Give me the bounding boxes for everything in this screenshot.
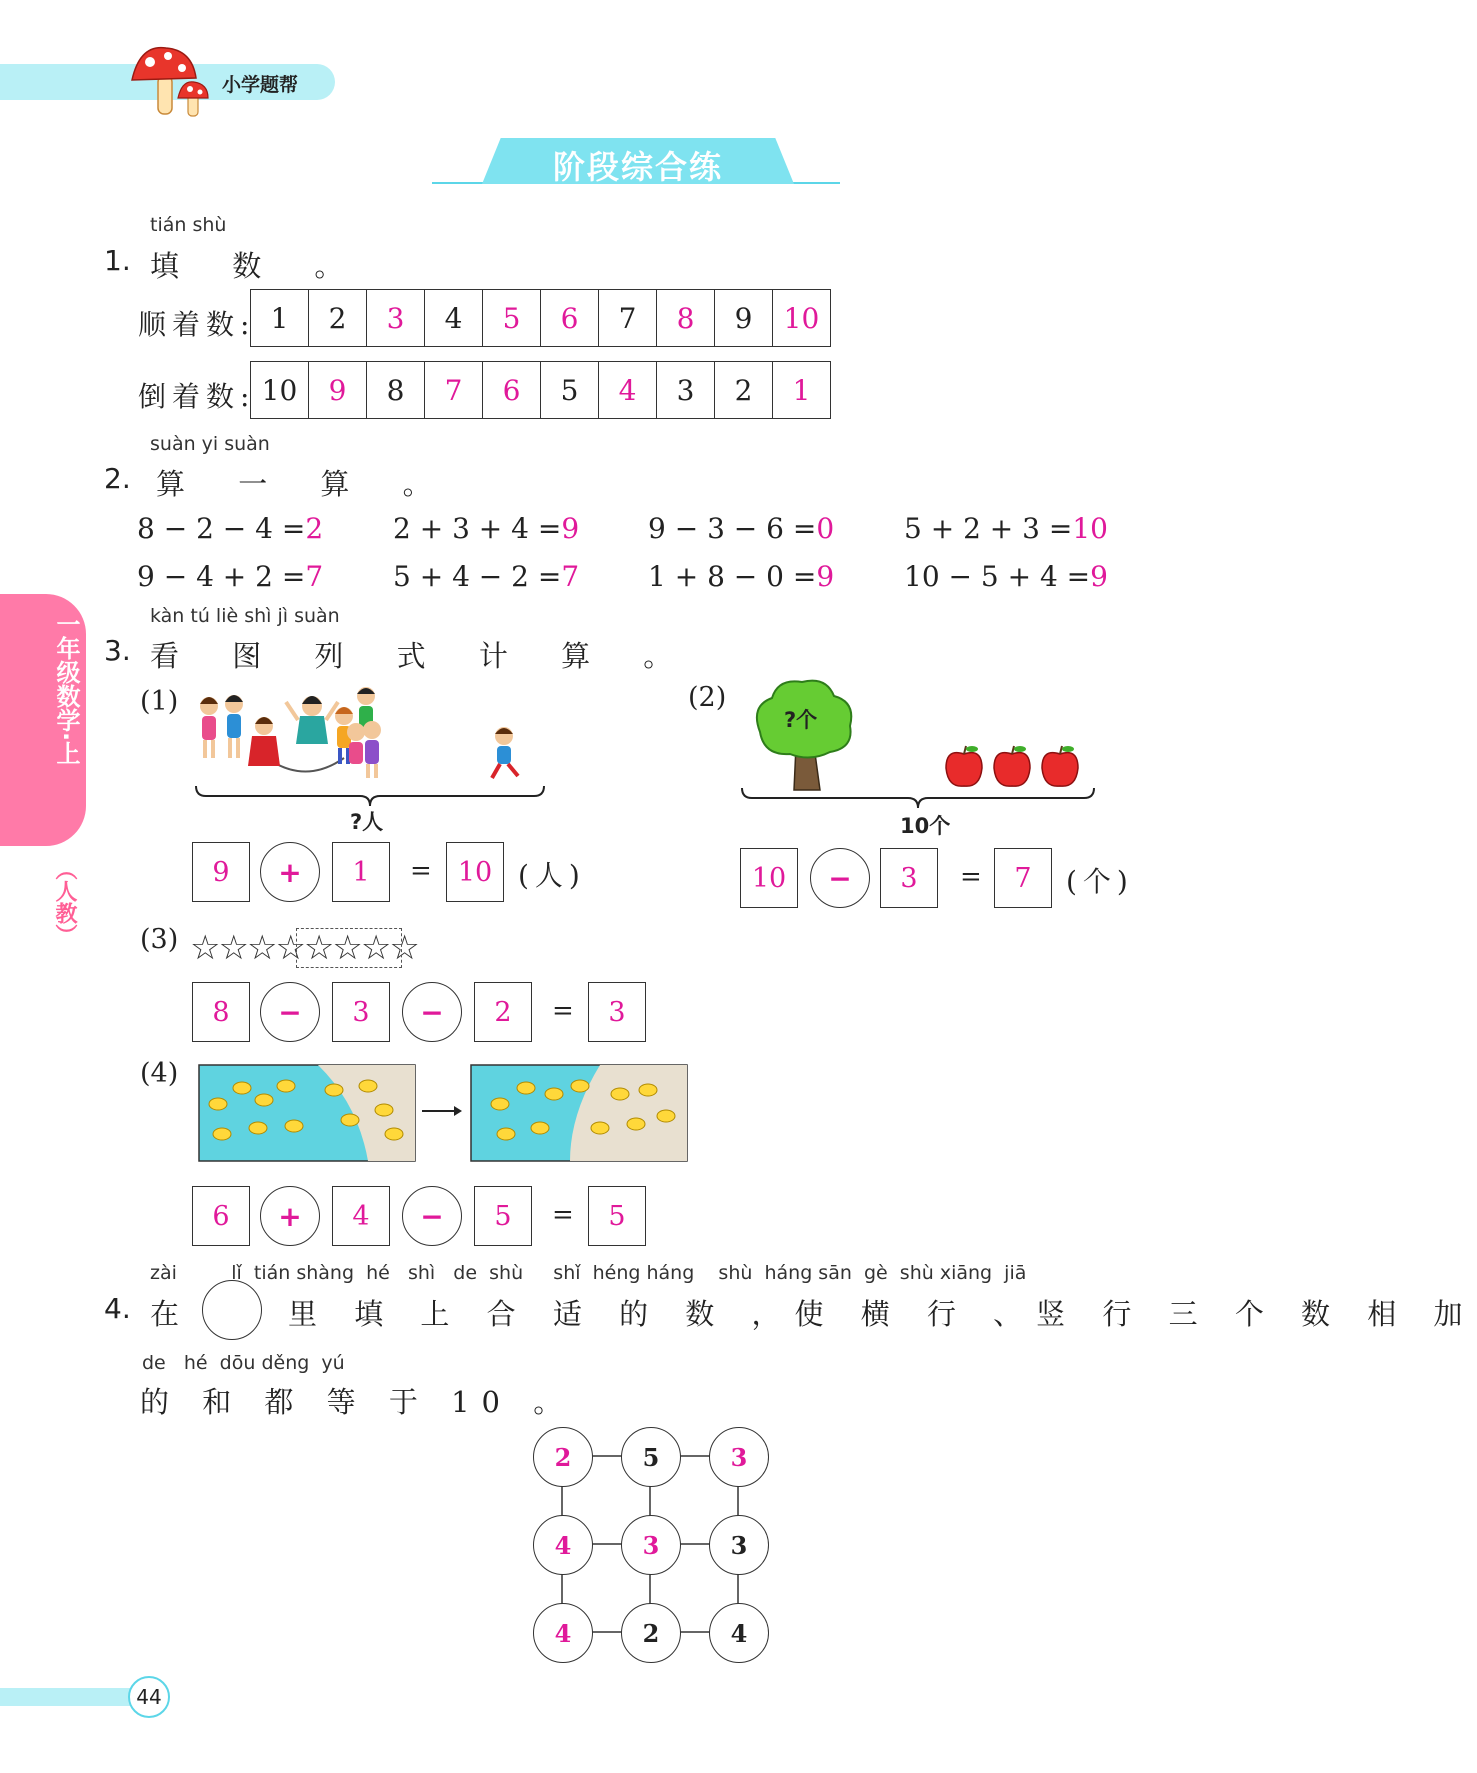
forward-cell: 3 (367, 290, 425, 347)
equation: 5 + 2 + 3 =10 (904, 512, 1108, 545)
q3-p1-label: (1) (140, 686, 179, 717)
section-title: 阶段综合练 (552, 148, 723, 186)
children-illustration (194, 686, 534, 786)
answer-box: 7 (994, 848, 1052, 908)
answer-box: 2 (474, 982, 532, 1042)
forward-sequence (250, 289, 831, 347)
apple-icon (946, 746, 982, 786)
forward-cell: 9 (715, 290, 773, 347)
grid-node: 4 (709, 1603, 769, 1663)
answer-box: 5 (474, 1186, 532, 1246)
grid-node: 3 (709, 1515, 769, 1575)
q3-pinyin: kàn tú liè shì jì suàn (150, 605, 340, 627)
backward-cell: 1 (773, 362, 831, 419)
equation: 9 − 3 − 6 =0 (648, 512, 835, 545)
answer-box: 3 (880, 848, 938, 908)
equation: 5 + 4 − 2 =7 (393, 560, 580, 593)
equals-sign: = (410, 856, 432, 886)
answer-box: 6 (192, 1186, 250, 1246)
side-tab-grade: 一年级数学·上 (52, 612, 80, 766)
backward-cell: 2 (715, 362, 773, 419)
answer-box: 1 (332, 842, 390, 902)
equation: 2 + 3 + 4 =9 (393, 512, 580, 545)
brace-icon (194, 784, 546, 808)
answer-box: 8 (192, 982, 250, 1042)
grid-node: 5 (621, 1427, 681, 1487)
equals-sign: = (960, 862, 982, 892)
backward-cell: 5 (541, 362, 599, 419)
q4-blank-circle (202, 1280, 262, 1340)
answer-box: 5 (588, 1186, 646, 1246)
q3-number: 3. (104, 634, 131, 667)
operator-circle: + (260, 842, 320, 902)
child-icon (200, 697, 218, 758)
answer-box: 4 (332, 1186, 390, 1246)
apples-icon (944, 744, 1084, 790)
page-number: 44 (128, 1676, 170, 1718)
backward-cell: 7 (425, 362, 483, 419)
q3-p3-label: (3) (140, 924, 179, 955)
grid-node: 2 (621, 1603, 681, 1663)
q3-p2-brace-label: 10个 (900, 814, 951, 838)
answer-box: 10 (446, 842, 504, 902)
stars-row: ☆☆☆☆☆☆☆☆ (190, 928, 418, 968)
forward-cell: 7 (599, 290, 657, 347)
operator-circle: − (402, 982, 462, 1042)
q3-p4-label: (4) (140, 1058, 179, 1089)
q2-number: 2. (104, 462, 131, 495)
stars-dashed-group (296, 928, 402, 968)
forward-cell: 5 (483, 290, 541, 347)
q3-p2-label: (2) (688, 682, 727, 713)
child-icon (248, 717, 280, 766)
backward-label: 倒着数: (138, 380, 256, 413)
equation: 8 − 2 − 4 =2 (137, 512, 324, 545)
ducks-before-illustration (198, 1064, 416, 1162)
equals-sign: = (552, 996, 574, 1026)
q3-p1-brace-label: ?人 (350, 810, 384, 834)
backward-sequence (250, 361, 831, 419)
side-tab-edition: （人教） (52, 858, 77, 946)
equation: 10 − 5 + 4 =9 (904, 560, 1108, 593)
backward-cell: 8 (367, 362, 425, 419)
arrow-right-icon (422, 1104, 464, 1118)
q4-pinyin-line2: de hé dōu děng yú (142, 1352, 345, 1374)
forward-cell: 2 (309, 290, 367, 347)
q4-number: 4. (104, 1292, 131, 1325)
forward-cell: 8 (657, 290, 715, 347)
forward-cell: 1 (251, 290, 309, 347)
apple-icon (1042, 746, 1078, 786)
child-icon (225, 695, 243, 758)
unit-label: (人) (518, 859, 586, 892)
q2-title: 算 一 算 。 (156, 467, 454, 501)
child-icon (363, 721, 381, 778)
q1-number: 1. (104, 244, 131, 277)
q4-text-b: 里 填 上 合 适 的 数 ，使 横 行 、竖 行 三 个 数 相 加 (288, 1297, 1477, 1331)
backward-cell: 3 (657, 362, 715, 419)
answer-box: 3 (588, 982, 646, 1042)
tree-label: ?个 (784, 708, 818, 732)
operator-circle: − (402, 1186, 462, 1246)
q2-pinyin: suàn yi suàn (150, 433, 270, 455)
q3-title: 看 图 列 式 计 算 。 (150, 639, 695, 673)
grid-node: 3 (709, 1427, 769, 1487)
brace-icon (740, 786, 1096, 810)
brand-name: 小学题帮 (222, 74, 299, 96)
backward-cell: 6 (483, 362, 541, 419)
q4-text-a: 在 (150, 1297, 180, 1331)
forward-cell: 6 (541, 290, 599, 347)
grid-node: 3 (621, 1515, 681, 1575)
mushroom-logo-icon (130, 44, 210, 118)
tree-icon (750, 676, 860, 792)
forward-cell: 4 (425, 290, 483, 347)
backward-cell: 9 (309, 362, 367, 419)
child-icon (492, 727, 518, 778)
answer-box: 3 (332, 982, 390, 1042)
backward-cell: 4 (599, 362, 657, 419)
child-icon (286, 696, 338, 744)
equation: 1 + 8 − 0 =9 (648, 560, 835, 593)
q1-title: 填 数 。 (150, 249, 366, 283)
unit-label: (个) (1066, 865, 1134, 898)
forward-label: 顺着数: (138, 308, 256, 341)
answer-box: 10 (740, 848, 798, 908)
q4-pinyin-line1: zài lǐ tián shàng hé shì de shù shǐ héng háng shù háng sān gè shù xiāng jiā (150, 1262, 1027, 1284)
q1-pinyin: tián shù (150, 214, 227, 236)
forward-cell: 10 (773, 290, 831, 347)
apple-icon (994, 746, 1030, 786)
answer-box: 9 (192, 842, 250, 902)
equals-sign: = (552, 1200, 574, 1230)
grid-node: 2 (533, 1427, 593, 1487)
equation: 9 − 4 + 2 =7 (137, 560, 324, 593)
operator-circle: − (260, 982, 320, 1042)
q4-text-line2: 的 和 都 等 于 10 。 (140, 1385, 575, 1419)
operator-circle: − (810, 848, 870, 908)
backward-cell: 10 (251, 362, 309, 419)
grid-node: 4 (533, 1603, 593, 1663)
ducks-after-illustration (470, 1064, 688, 1162)
grid-node: 4 (533, 1515, 593, 1575)
operator-circle: + (260, 1186, 320, 1246)
